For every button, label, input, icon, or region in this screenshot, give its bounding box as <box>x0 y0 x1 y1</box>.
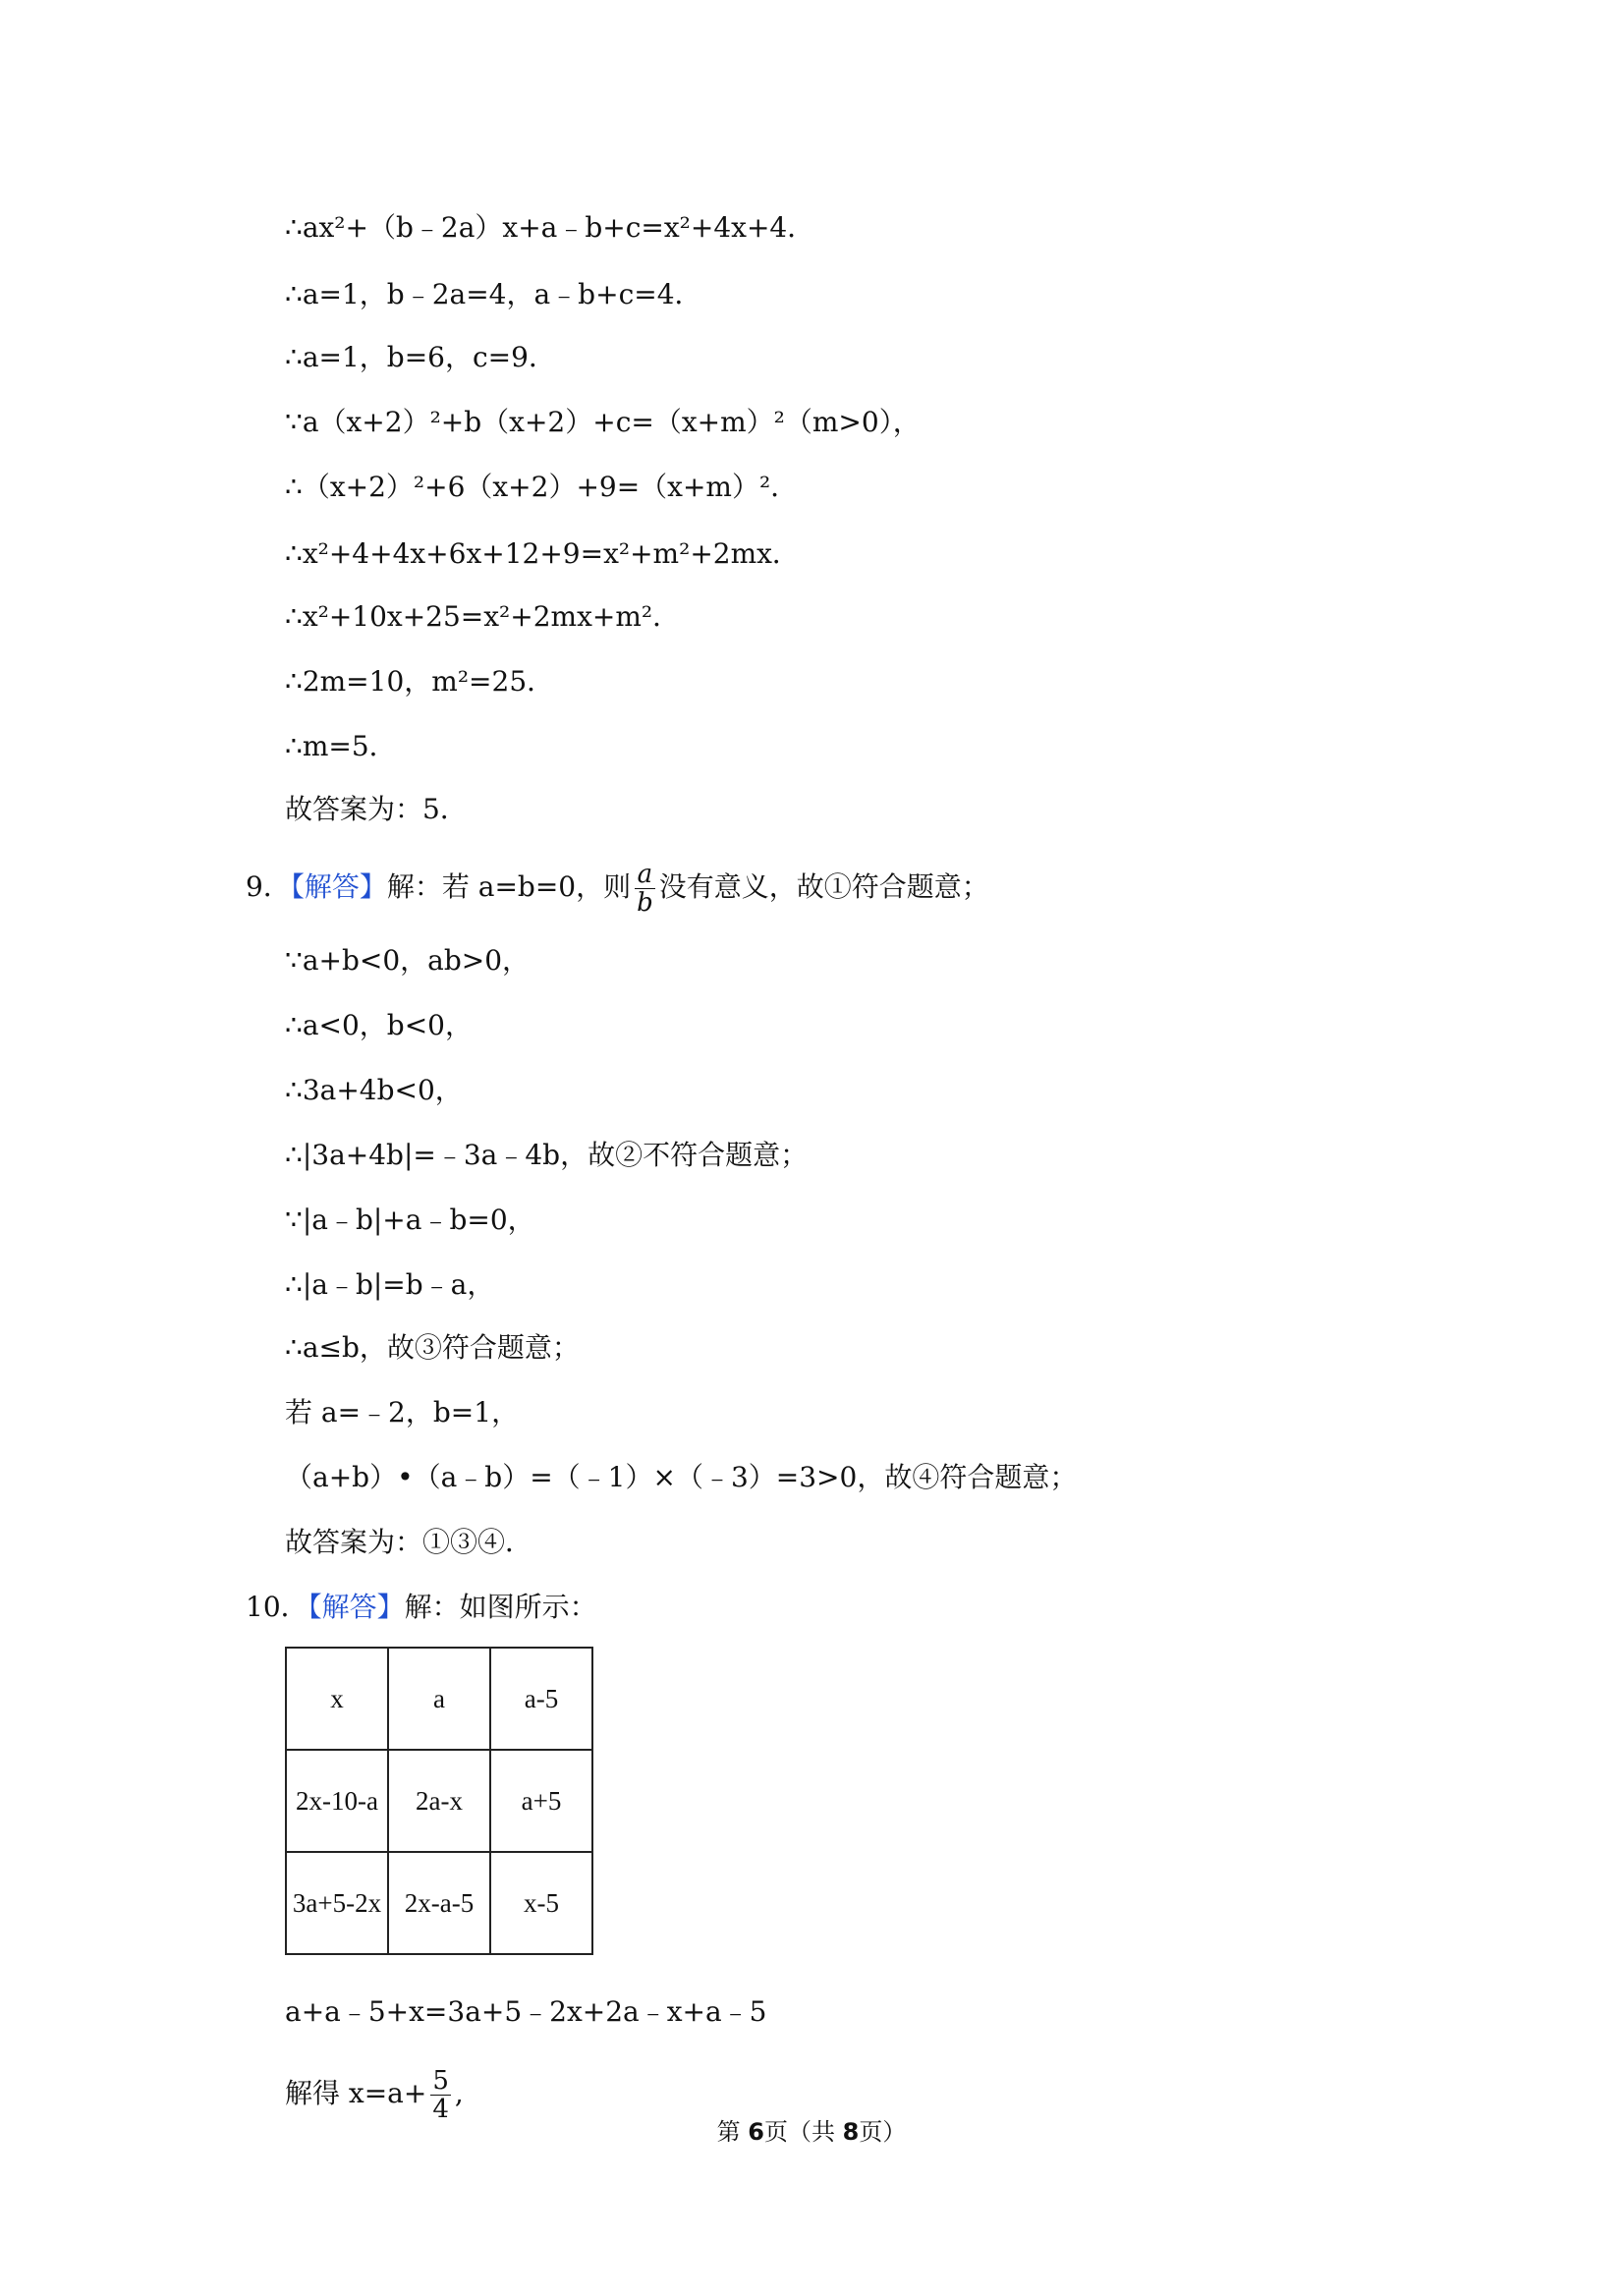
grid-cell: a+5 <box>490 1750 592 1852</box>
page-number: 6 <box>748 2118 764 2146</box>
page-footer <box>0 2112 1623 2147</box>
q9-text-after: 没有意义，故①符合题意； <box>658 870 989 903</box>
equation-line: a+a﹣5+x=3a+5﹣2x+2a﹣x+a﹣5 <box>285 1995 767 2028</box>
solve-prefix: 解得 x=a+ <box>285 2077 427 2109</box>
text-line: ∵|a﹣b|+a﹣b=0， <box>285 1204 535 1236</box>
grid-cell: 3a+5-2x <box>286 1852 388 1954</box>
total-pages: 8 <box>842 2118 860 2146</box>
fraction-a-over-b <box>635 861 655 917</box>
grid-row <box>286 1750 592 1852</box>
question-number: 9． <box>246 870 291 903</box>
solve-suffix: , <box>454 2077 464 2109</box>
grid-cell: a-5 <box>490 1648 592 1750</box>
question-number: 10． <box>246 1591 308 1623</box>
text-line: ∴m=5． <box>285 730 397 762</box>
text-line: ∴a=1，b=6，c=9． <box>285 341 556 373</box>
grid-row <box>286 1648 592 1750</box>
text-line: ∴|a﹣b|=b﹣a， <box>285 1268 495 1301</box>
grid-cell: x <box>286 1648 388 1750</box>
question-9-heading <box>246 861 989 917</box>
fraction-numerator: a <box>635 861 655 889</box>
text-line: 故答案为：①③④． <box>285 1526 533 1558</box>
text-line: ∴ax²+（b﹣2a）x+a﹣b+c=x²+4x+4． <box>285 211 815 244</box>
q9-text-before: 解：若 a=b=0，则 <box>386 870 632 903</box>
answer-tag: 【解答】 <box>290 870 387 903</box>
q10-text: 解：如图所示： <box>404 1591 597 1623</box>
text-line: ∵a+b<0，ab>0， <box>285 944 531 977</box>
text-line: ∴a=1，b﹣2a=4，a﹣b+c=4． <box>285 278 702 310</box>
fraction-denominator: b <box>637 888 653 918</box>
grid-cell: a <box>388 1648 490 1750</box>
text-line: 故答案为：5． <box>285 793 468 825</box>
text-line: ∴a<0，b<0， <box>285 1009 473 1041</box>
text-line: （a+b）•（a﹣b）=（﹣1）×（﹣3）=3>0，故④符合题意； <box>285 1461 1078 1493</box>
grid-cell: 2a-x <box>388 1750 490 1852</box>
text-line: ∴x²+4+4x+6x+12+9=x²+m²+2mx． <box>285 537 800 570</box>
answer-tag: 【解答】 <box>308 1591 405 1623</box>
text-line: ∵a（x+2）²+b（x+2）+c=（x+m）²（m>0）， <box>285 406 921 438</box>
text-line: ∴x²+10x+25=x²+2mx+m²． <box>285 600 681 633</box>
text-line: 若 a=﹣2，b=1， <box>285 1396 520 1428</box>
grid-row <box>286 1852 592 1954</box>
text-line: ∴3a+4b<0， <box>285 1074 463 1106</box>
footer-prefix: 第 <box>716 2118 749 2146</box>
question-10-heading <box>246 1590 597 1625</box>
fraction-numerator: 5 <box>432 2066 449 2096</box>
text-line: ∴2m=10，m²=25． <box>285 665 555 698</box>
fraction-denominator: 4 <box>432 2095 449 2124</box>
text-line: ∴a≤b，故③符合题意； <box>285 1331 580 1364</box>
grid-cell: 2x-10-a <box>286 1750 388 1852</box>
footer-suffix: 页） <box>859 2118 907 2146</box>
footer-middle: 页（共 <box>764 2118 843 2146</box>
magic-square-grid <box>285 1647 593 1955</box>
grid-cell: 2x-a-5 <box>388 1852 490 1954</box>
grid-cell: x-5 <box>490 1852 592 1954</box>
text-line: ∴（x+2）²+6（x+2）+9=（x+m）²． <box>285 471 799 503</box>
text-line: ∴|3a+4b|=﹣3a﹣4b，故②不符合题意； <box>285 1139 809 1171</box>
